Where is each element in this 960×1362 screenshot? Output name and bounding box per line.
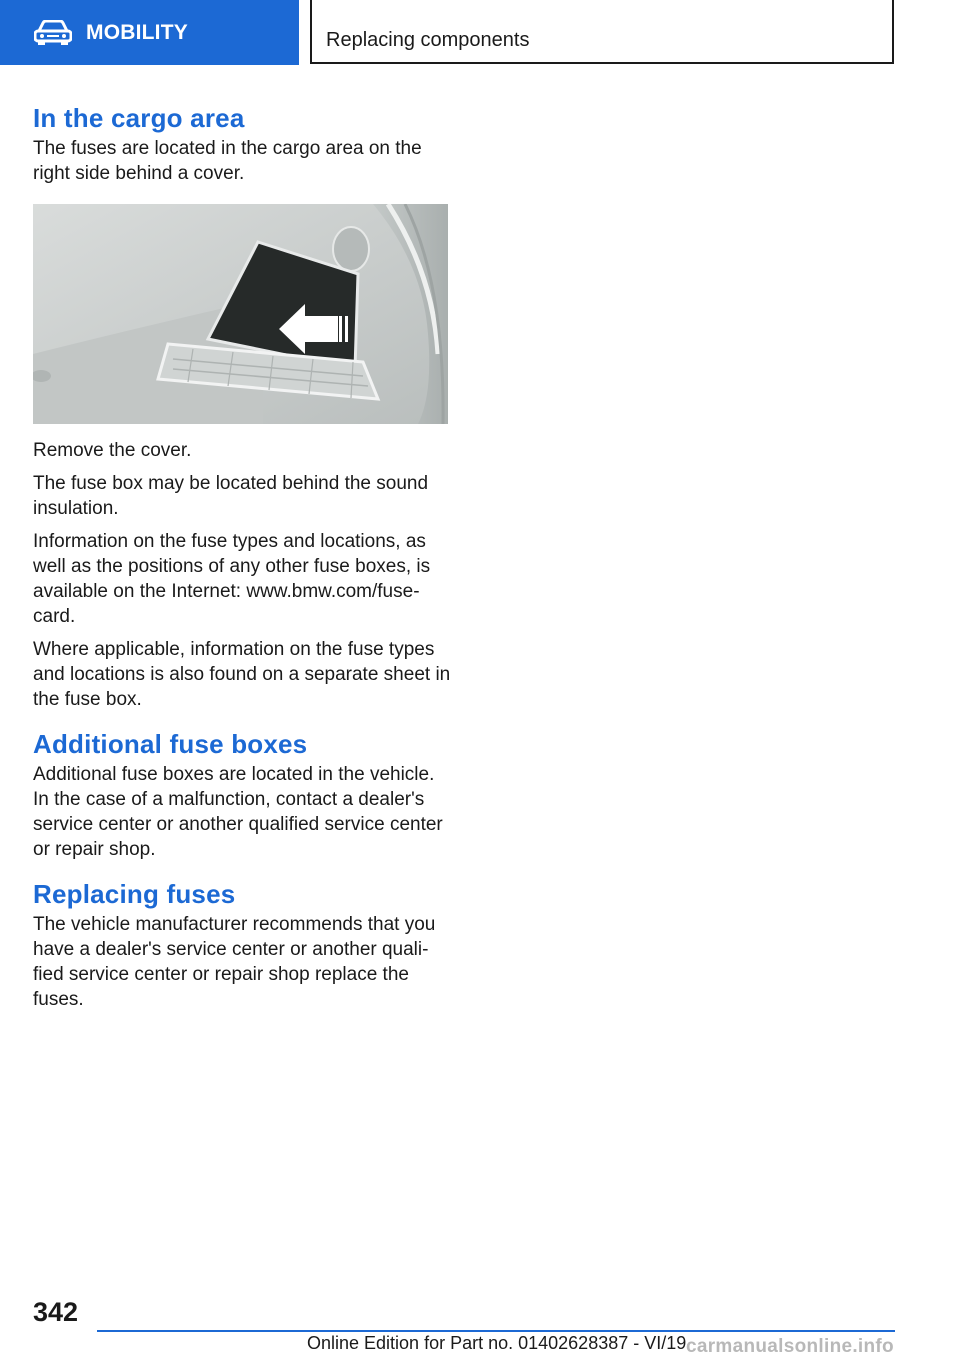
- heading-cargo-area: In the cargo area: [33, 103, 245, 133]
- heading-replacing-fuses: Replacing fuses: [33, 879, 236, 909]
- paragraph: The fuses are located in the cargo area on the right side behind a cover.: [33, 138, 422, 184]
- paragraph: The fuse box may be located behind the sound insulation.: [33, 473, 429, 519]
- cargo-area-fuse-cover-image: [33, 204, 448, 424]
- paragraph: Remove the cover.: [33, 440, 192, 461]
- main-content: [33, 100, 451, 1012]
- paragraph: The vehicle manufacturer recommends that you have a dealer's service center or another quali-fied service center or repair shop replace the fuses.: [33, 914, 436, 1010]
- paragraph: Additional fuse boxes are located in the vehicle. In the case of a malfunction, contact a dealer's service center or another qualified service center or repair shop.: [33, 764, 443, 860]
- edition-text: Online Edition for Part no. 01402628387 - VI/19: [307, 1333, 687, 1353]
- page-number: 342: [33, 1297, 79, 1327]
- section-header: [310, 0, 894, 64]
- chapter-tab[interactable]: [0, 0, 299, 65]
- car-icon: [34, 20, 72, 46]
- watermark: carmanualsonline.info: [686, 1336, 894, 1357]
- footer-divider: [97, 1330, 895, 1332]
- chapter-tab-label: MOBILITY: [86, 20, 188, 44]
- heading-additional-fuse-boxes: Additional fuse boxes: [33, 729, 308, 759]
- section-title: Replacing components: [326, 29, 530, 51]
- paragraph: Where applicable, information on the fuse types and locations is also found on a separate sheet in the fuse box.: [33, 639, 451, 710]
- paragraph: Information on the fuse types and locations, as well as the positions of any other fuse boxes, is available on the Internet: www.bmw.com/fuse-card.: [33, 531, 431, 627]
